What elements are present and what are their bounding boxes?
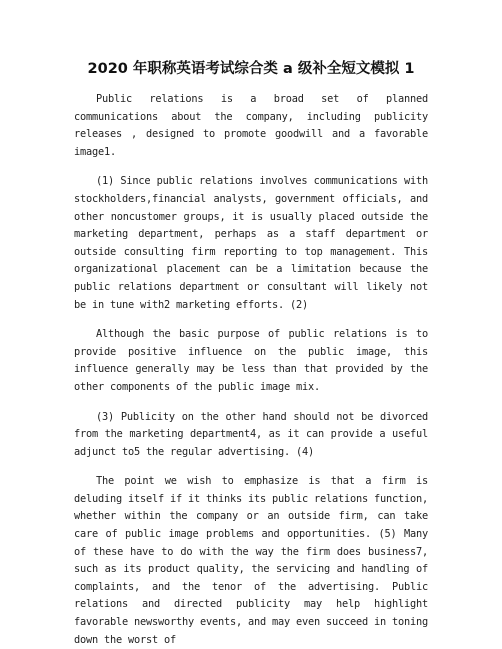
paragraph-4: (3) Publicity on the other hand should not be divorced from the marketing department4, as it can provide a useful adjunct to5 the regular advertising. (4) <box>74 410 428 458</box>
paragraph-2: (1) Since public relations involves communications with stockholders,financial analysts, government officials, and other noncustomer groups, it is usually placed outside the marketing department, perhaps as a staff department or outside consulting firm reporting to top management. This organizational placement can be a limitation because the public relations department or consultant will likely not be in tune with2 marketing efforts. (2) <box>74 175 428 311</box>
paragraph-3: Although the basic purpose of public relations is to provide positive influence on the public image, this influence generally may be less than that provided by the other components of the public image mix. <box>74 328 428 393</box>
document-title: 2020 年职称英语考试综合类 a 级补全短文模拟 1 <box>87 61 415 77</box>
paragraph-5: The point we wish to emphasize is that a firm is deluding itself if it thinks its public relations function, whether within the company or an outside firm, can take care of public image problems and opportunities. (5) Many of these have to do with the way the firm does business7, such as its product quality, the servicing and handling of complaints, and the tenor of the advertising. Public relations and directed publicity may help highlight favorable newsworthy events, and may even succeed in toning down the worst of <box>74 475 428 646</box>
paragraph-1: Public relations is a broad set of planned communications about the company, including publicity releases , designed to promote goodwill and a favorable image1. <box>74 93 428 158</box>
